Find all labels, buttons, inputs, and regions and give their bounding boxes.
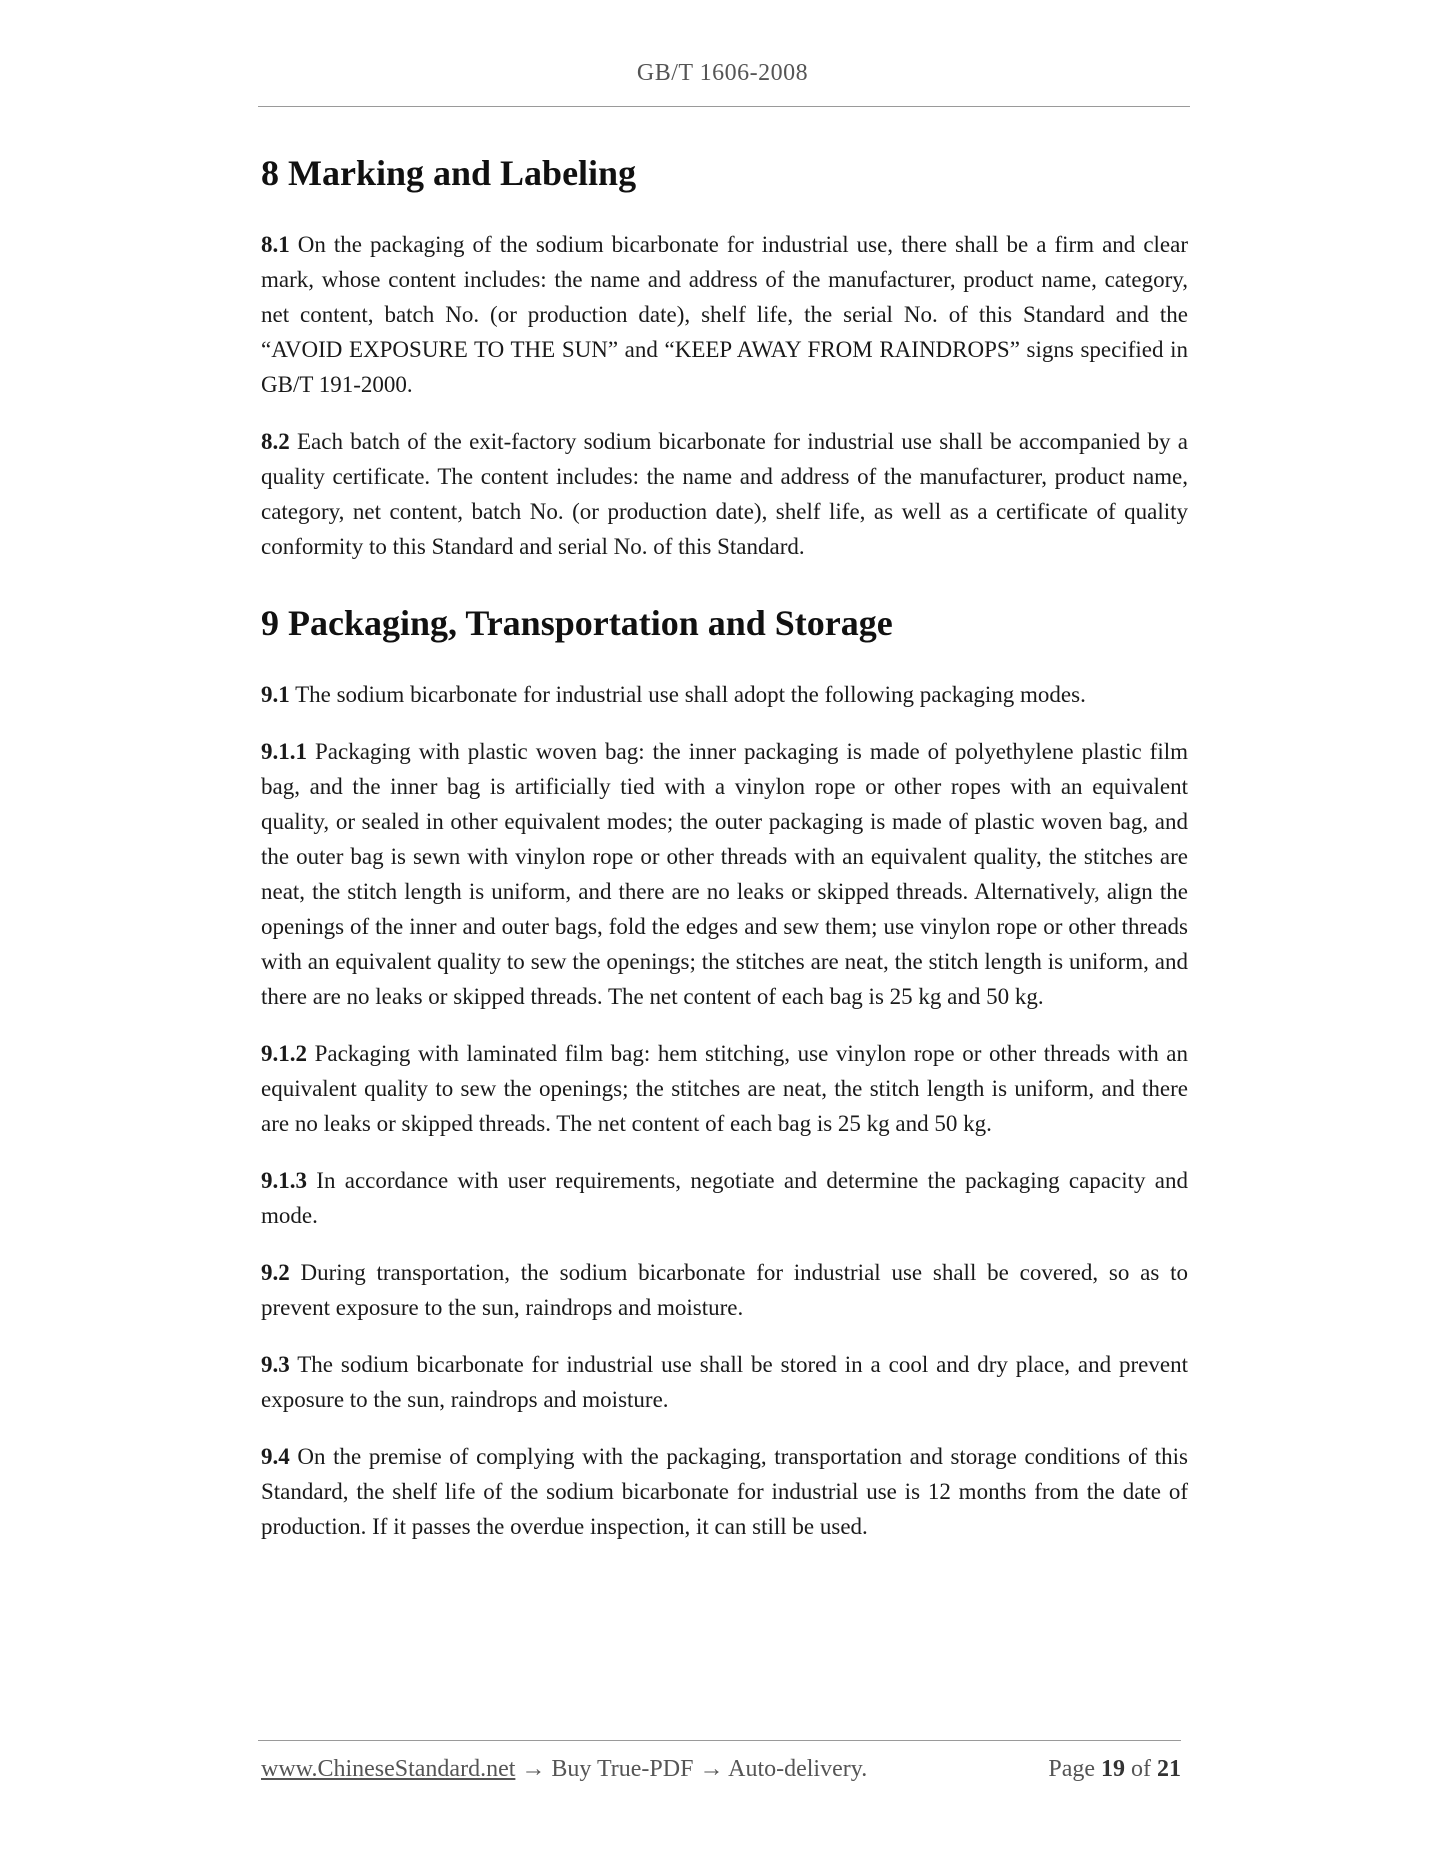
clause-text: Packaging with laminated film bag: hem stitching, use vinylon rope or other threads with an equivalent quality to sew the openings; the stitches are neat, the stitch length is uniform, and there are no leaks or skipped threads. The net content of each bag is 25 kg and 50 kg.: [261, 1040, 1188, 1136]
clause-text: On the packaging of the sodium bicarbonate for industrial use, there shall be a firm and clear mark, whose content includes: the name and address of the manufacturer, product name, category, net content, batch No. (or production date), shelf life, the serial No. of this Standard and the “AVOID EXPOSURE TO THE SUN” and “KEEP AWAY FROM RAINDROPS” signs specified in GB/T 191-2000.: [261, 231, 1188, 397]
clause-text: Each batch of the exit-factory sodium bicarbonate for industrial use shall be accompanied by a quality certificate. The content includes: the name and address of the manufacturer, product name, category, net content, batch No. (or production date), shelf life, as well as a certificate of quality conformity to this Standard and serial No. of this Standard.: [261, 428, 1188, 559]
clause-8-2: [261, 424, 1188, 564]
clause-number: 9.3: [261, 1351, 290, 1377]
footer-divider: [258, 1740, 1181, 1741]
clause-9-4: [261, 1439, 1188, 1544]
section-heading-packaging: 9 Packaging, Transportation and Storage: [261, 602, 893, 643]
clause-number: 9.1: [261, 681, 290, 707]
total-pages-number: 21: [1157, 1756, 1181, 1782]
page-content: [261, 150, 1188, 1566]
clause-number: 9.1.1: [261, 738, 307, 764]
clause-number: 9.2: [261, 1259, 290, 1285]
clause-text: In accordance with user requirements, negotiate and determine the packaging capacity and mode.: [261, 1167, 1188, 1228]
clause-text: During transportation, the sodium bicarbonate for industrial use shall be covered, so as to prevent exposure to the sun, raindrops and moisture.: [261, 1259, 1188, 1320]
clause-number: 9.1.2: [261, 1040, 307, 1066]
clause-9-1-2: [261, 1036, 1188, 1141]
clause-9-1-1: [261, 734, 1188, 1014]
section-heading-marking: 8 Marking and Labeling: [261, 153, 637, 193]
clause-number: 8.2: [261, 428, 290, 454]
website-link[interactable]: www.ChineseStandard.net: [261, 1756, 516, 1782]
footer-tagline: → Buy True-PDF → Auto-delivery.: [515, 1756, 868, 1782]
header-title: GB/T 1606-2008: [636, 60, 809, 86]
page-of-label: of: [1125, 1756, 1157, 1782]
header-divider: [258, 106, 1190, 107]
clause-9-1-3: [261, 1163, 1188, 1233]
clause-8-1: [261, 227, 1188, 402]
page-indicator: [1048, 1756, 1181, 1783]
clause-text: Packaging with plastic woven bag: the inner packaging is made of polyethylene plastic film bag, and the inner bag is artificially tied with a vinylon rope or other ropes with an equivalent quality, or sealed in other equivalent modes; the outer packaging is made of plastic woven bag, and the outer bag is sewn with vinylon rope or other threads with an equivalent quality, the stitches are neat, the stitch length is uniform, and there are no leaks or skipped threads. Alternatively, align the openings of the inner and outer bags, fold the edges and sew them; use vinylon rope or other threads with an equivalent quality to sew the openings; the stitches are neat, the stitch length is uniform, and there are no leaks or skipped threads. The net content of each bag is 25 kg and 50 kg.: [261, 738, 1188, 1009]
clause-9-2: [261, 1255, 1188, 1325]
current-page-number: 19: [1101, 1756, 1125, 1782]
clause-9-3: [261, 1347, 1188, 1417]
clause-number: 8.1: [261, 231, 290, 257]
clause-text: The sodium bicarbonate for industrial use shall adopt the following packaging modes.: [289, 681, 1086, 707]
clause-text: On the premise of complying with the packaging, transportation and storage conditions of this Standard, the shelf life of the sodium bicarbonate for industrial use is 12 months from the date of production. If it passes the overdue inspection, it can still be used.: [261, 1443, 1188, 1539]
clause-number: 9.1.3: [261, 1167, 307, 1193]
clause-number: 9.4: [261, 1443, 290, 1469]
clause-text: The sodium bicarbonate for industrial use shall be stored in a cool and dry place, and prevent exposure to the sun, raindrops and moisture.: [261, 1351, 1188, 1412]
clause-9-1: [261, 677, 1188, 712]
footer-promo: [261, 1756, 867, 1783]
page-label: Page: [1048, 1756, 1101, 1782]
